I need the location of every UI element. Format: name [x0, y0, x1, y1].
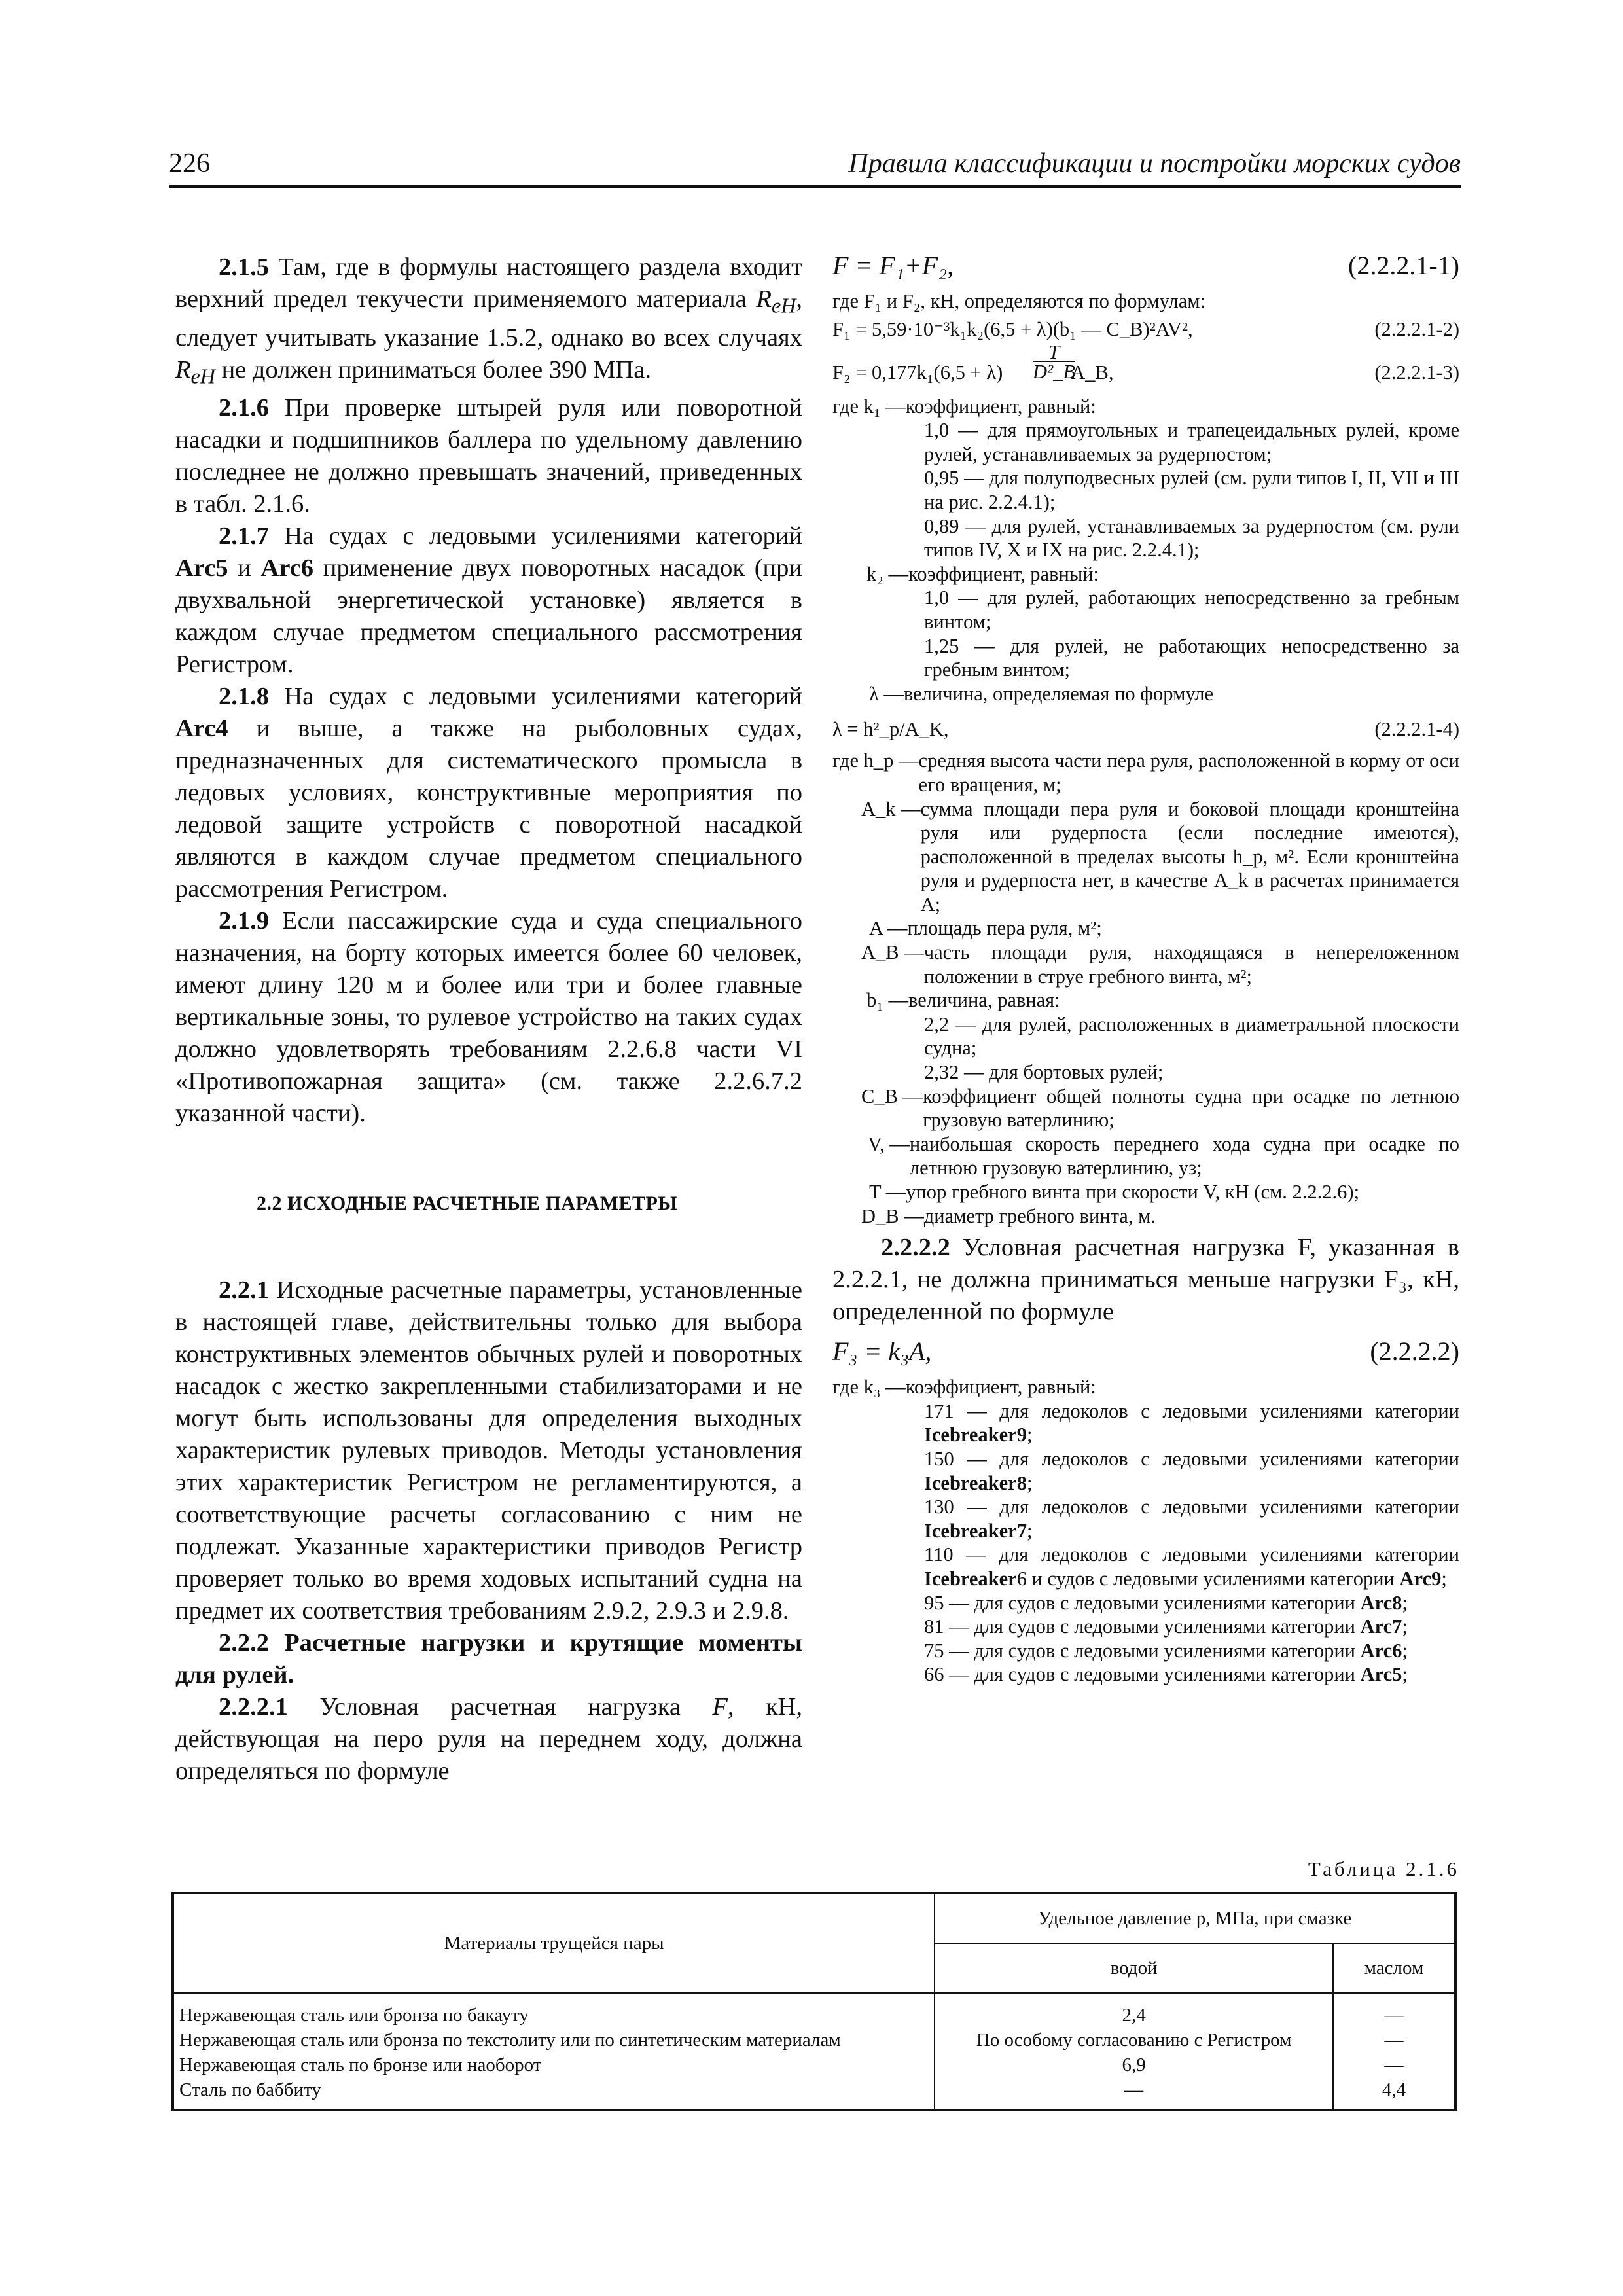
k1-value-1: 1,0 — для прямоугольных и трапецеидальных рулей, кроме рулей, устанавливаемых за рудерпостом;	[924, 419, 1459, 465]
table-cell: —	[1124, 2079, 1144, 2100]
paragraph-2-2-2-1: 2.2.2.1 Условная расчетная нагрузка F, кН, действующая на перо руля на переднем ходу, должна определяться по формуле	[175, 1693, 802, 1785]
col-header-materials: Материалы трущейся пары	[173, 1893, 935, 1993]
fraction-t-over-db2: $\frac{T}{\text{D²\_B}}$	[1033, 340, 1076, 383]
def-cb: C_B — коэффициент общей полноты судна при осадке по летнюю грузовую ватерлинию;	[861, 1085, 1459, 1132]
col-header-oil: маслом	[1333, 1943, 1455, 1993]
def-ak: A_k — сумма площади пера руля и боковой площади кронштейна руля или рудерпоста (если последние имеются), расположенной в пределах высоты h_p, м². Если кронштейна руля и рудерпоста нет, в качестве A_k в расчетах принимается A;	[861, 797, 1459, 916]
formula-2-2-2-1-1: F = F₁+F₂, (2.2.2.1-1)	[832, 251, 1459, 280]
formula-2-2-2-1-2: F₁ = 5,59·10⁻³k₁k₂(6,5 + λ)(b₁ — C_B)²AV², (2.2.2.1-2)	[832, 317, 1459, 340]
col-header-pressure: Удельное давление p, МПа, при смазке	[935, 1893, 1455, 1943]
k3-value-8: 66 — для судов с ледовыми усилениями категории Arc5;	[924, 1663, 1408, 1686]
table-cell: Нержавеющая сталь по бронзе или наоборот	[179, 2054, 542, 2075]
b1-value-2: 2,32 — для бортовых рулей;	[924, 1061, 1164, 1084]
table-2-1-6	[171, 1892, 1457, 2111]
k3-value-3: 130 — для ледоколов с ледовыми усилениями категории Icebreaker7;	[924, 1496, 1459, 1542]
paragraph-2-2-2: 2.2.2 Расчетные нагрузки и крутящие моменты для рулей.	[175, 1629, 802, 1689]
def-k2: k₂ — коэффициент, равный:	[866, 562, 1099, 585]
k1-value-2: 0,95 — для полуподвесных рулей (см. рули типов I, II, VII и III на рис. 2.2.4.1);	[924, 467, 1459, 513]
formula-2-2-2-1-4: λ = h²_p/A_K, (2.2.2.1-4)	[832, 718, 1459, 741]
k3-value-6: 81 — для судов с ледовыми усилениями категории Arc7;	[924, 1615, 1408, 1638]
paragraph-2-1-5: 2.1.5 Там, где в формулы настоящего раздела входит верхний предел текучести применяемого материала $R_{eH}$, следует учитывать указание 1.5.2, однако во всех случаях $R_{eH}$ не должен приниматься более 390 МПа.	[175, 253, 802, 388]
k3-value-2: 150 — для ледоколов с ледовыми усилениями категории Icebreaker8;	[924, 1447, 1459, 1494]
paragraph-2-2-2-2: 2.2.2.2 Условная расчетная нагрузка F, указанная в 2.2.2.1, не должна приниматься меньше нагрузки F₃, кН, определенной по формуле	[832, 1234, 1459, 1326]
formula-2-2-2-1-3: F₂ = 0,177k₁(6,5 + λ) A_B, $\frac{T}{\text{D²\_B}}$ (2.2.2.1-3)	[832, 340, 1459, 384]
right-column	[832, 251, 1459, 1687]
materials-cell	[173, 1993, 935, 2110]
table-cell: —	[1384, 2030, 1404, 2051]
col-header-water: водой	[935, 1943, 1333, 1993]
b1-value-1: 2,2 — для рулей, расположенных в диаметральной плоскости судна;	[924, 1013, 1459, 1060]
table-cell: —	[1384, 2054, 1404, 2075]
paragraph-2-1-9: 2.1.9 Если пассажирские суда и суда специального назначения, на борту которых имеется более 60 человек, имеют длину 120 м и более или три и более главные вертикальные зоны, то рулевое устройство на таких судах должно удовлетворять требованиям 2.2.6.8 части VI «Противопожарная защита» (см. также 2.2.6.7.2 указанной части).	[175, 907, 802, 1128]
k2-value-2: 1,25 — для рулей, не работающих непосредственно за гребным винтом;	[924, 634, 1459, 681]
def-t: T — упор гребного винта при скорости V, кН (см. 2.2.2.6);	[869, 1181, 1360, 1203]
def-b1: b₁ — величина, равная:	[866, 989, 1060, 1012]
paragraph-2-2-1: 2.2.1 Исходные расчетные параметры, установленные в настоящей главе, действительны только для выбора конструктивных элементов обычных рулей и поворотных насадок с жестко закрепленными стабилизаторами и не могут быть использованы для определения выходных характеристик рулевых приводов. Методы установления этих характеристик Регистром не регламентируются, а соответствующие расчеты согласованию с ним не подлежат. Указанные характеристики приводов Регистр проверяет только во время ходовых испытаний судна на предмет их соответствия требованиям 2.9.2, 2.9.3 и 2.9.8.	[175, 1276, 802, 1625]
paragraph-2-1-6: 2.1.6 При проверке штырей руля или поворотной насадки и подшипников баллера по удельному давлению последнее не должно превышать значений, приведенных в табл. 2.1.6.	[175, 394, 802, 518]
oil-cell	[1333, 1993, 1455, 2110]
left-column	[175, 251, 802, 1787]
running-header	[169, 145, 1461, 188]
def-v: V, — наибольшая скорость переднего хода судна при осадке по летнюю грузовую ватерлинию, уз;	[868, 1132, 1459, 1179]
def-ab: A_B — часть площади руля, находящаяся в непереложенном положении в струе гребного винта, м²;	[861, 941, 1459, 988]
table-cell: Сталь по баббиту	[179, 2079, 321, 2100]
table-cell: Нержавеющая сталь или бронза по текстолиту или по синтетическим материалам	[179, 2030, 841, 2051]
k3-value-4: 110 — для ледоколов с ледовыми усилениями категории Icebreaker6 и судов с ледовыми усилениями категории Arc9;	[924, 1543, 1459, 1590]
table-cell: Нержавеющая сталь или бронза по бакауту	[179, 2005, 529, 2026]
table-caption: Таблица 2.1.6	[1308, 1857, 1459, 1880]
formula-2-2-2-2: F₃ = k₃A, (2.2.2.2)	[832, 1336, 1459, 1367]
table-cell: —	[1384, 2005, 1404, 2026]
k3-value-1: 171 — для ледоколов с ледовыми усилениями категории Icebreaker9;	[924, 1399, 1459, 1446]
water-cell	[935, 1993, 1333, 2110]
paragraph-2-1-7: 2.1.7 На судах с ледовыми усилениями категорий Arc5 и Arc6 применение двух поворотных насадок (при двухвальной энергетической установке) является в каждом случае предметом специального рассмотрения Регистром.	[175, 522, 803, 679]
table-cell: 4,4	[1382, 2079, 1406, 2100]
table-cell: 2,4	[1122, 2005, 1146, 2026]
k3-value-7: 75 — для судов с ледовыми усилениями категории Arc6;	[924, 1639, 1408, 1662]
k1-value-3: 0,89 — для рулей, устанавливаемых за рудерпостом (см. рули типов IV, X и IX на рис. 2.2.4.1);	[924, 514, 1459, 562]
def-lambda: λ — величина, определяемая по формуле	[869, 682, 1214, 705]
def-db: D_B — диаметр гребного винта, м.	[861, 1204, 1156, 1227]
running-title: Правила классификации и постройки морских судов	[848, 149, 1461, 179]
page-number: 226	[169, 149, 210, 179]
paragraph-2-1-8: 2.1.8 На судах с ледовыми усилениями категорий Arc4 и выше, а также на рыболовных судах, предназначенных для систематического промысла в ледовых условиях, конструктивные мероприятия по ледовой защите устройств с поворотной насадкой являются в каждом случае предметом специального рассмотрения Регистром.	[175, 683, 802, 903]
table-cell: По особому согласованию с Регистром	[976, 2030, 1292, 2051]
def-k3: где k₃ — коэффициент, равный:	[832, 1376, 1096, 1399]
def-k1: где k₁ — коэффициент, равный:	[832, 395, 1096, 418]
k3-value-5: 95 — для судов с ледовыми усилениями категории Arc8;	[924, 1591, 1408, 1614]
table-body	[173, 1993, 1455, 2110]
section-heading: 2.2 ИСХОДНЫЕ РАСЧЕТНЫЕ ПАРАМЕТРЫ	[257, 1193, 678, 1215]
def-hp: где h_p — средняя высота части пера руля, расположенной в корму от оси его вращения, м;	[832, 749, 1459, 796]
formula-where-note: где F₁ и F₂, кН, определяются по формулам:	[832, 290, 1206, 312]
table-cell: 6,9	[1122, 2054, 1146, 2075]
def-a: A — площадь пера руля, м²;	[869, 917, 1102, 940]
k2-value-1: 1,0 — для рулей, работающих непосредственно за гребным винтом;	[924, 586, 1459, 633]
